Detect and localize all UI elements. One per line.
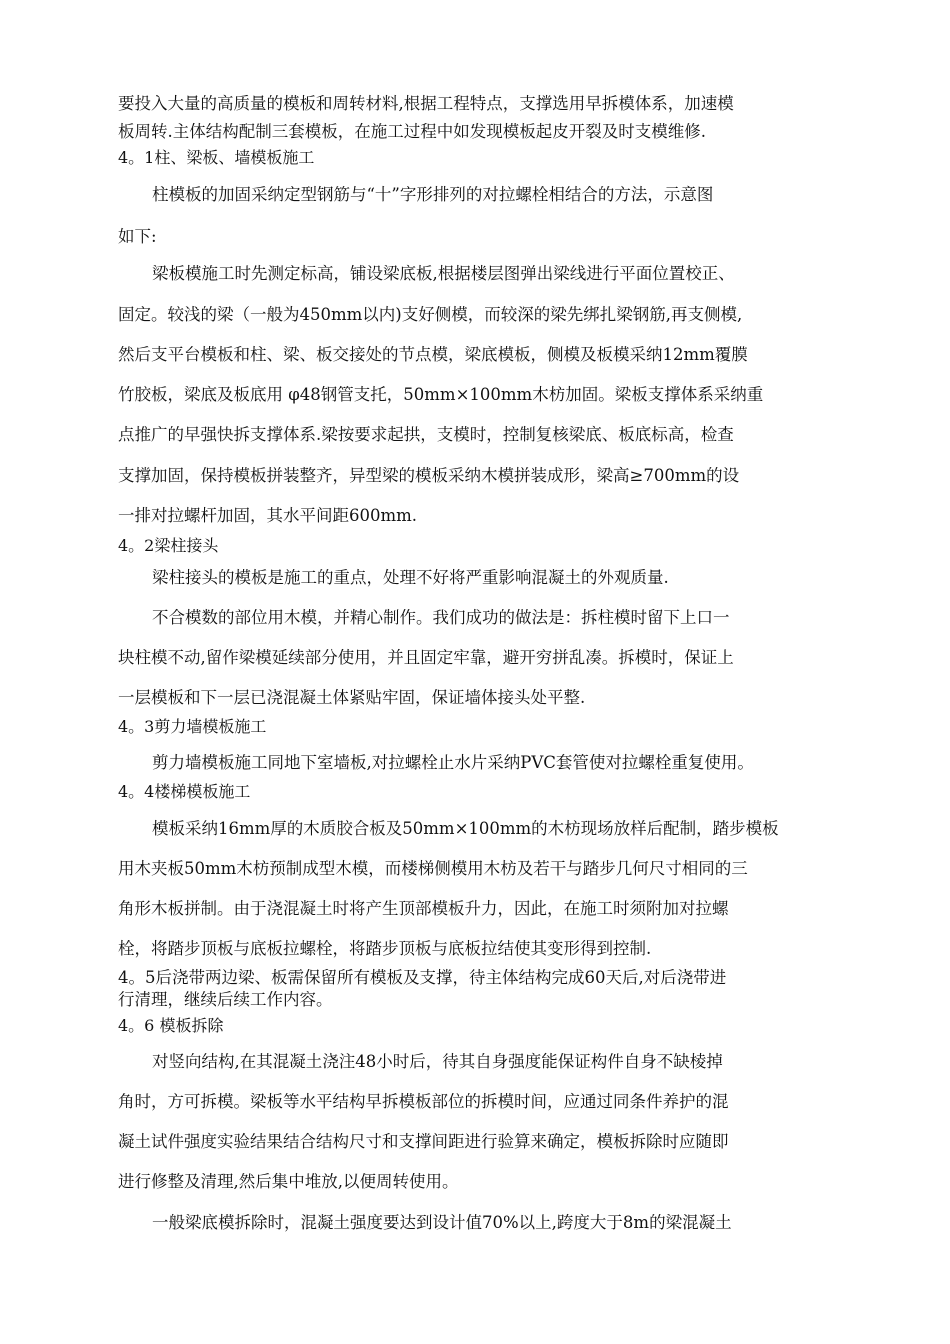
paragraph-line: 用木夹板50mm木枋预制成型木模，而楼梯侧模用木枋及若干与踏步几何尺寸相同的三: [118, 859, 748, 878]
paragraph-line: 梁柱接头的模板是施工的重点，处理不好将严重影响混凝土的外观质量.: [152, 568, 669, 587]
paragraph-line: 支撑加固，保持模板拼装整齐，异型梁的模板采纳木模拼装成形，梁高≥700mm的设: [118, 466, 740, 485]
paragraph-line: 凝土试件强度实验结果结合结构尺寸和支撑间距进行验算来确定，模板拆除时应随即: [118, 1132, 729, 1151]
paragraph-line: 一般梁底模拆除时，混凝土强度要达到设计值70%以上,跨度大于8m的梁混凝土: [152, 1213, 732, 1232]
paragraph-line: 行清理，继续后续工作内容。: [118, 990, 333, 1009]
paragraph-line: 剪力墙模板施工同地下室墙板,对拉螺栓止水片采纳PVC套管使对拉螺栓重复使用。: [152, 753, 754, 772]
section-heading: 4。3剪力墙模板施工: [118, 717, 267, 736]
paragraph-line: 对竖向结构,在其混凝土浇注48小时后，待其自身强度能保证构件自身不缺棱掉: [152, 1052, 723, 1071]
paragraph-line: 4。5后浇带两边梁、板需保留所有模板及支撑，待主体结构完成60天后,对后浇带进: [118, 968, 727, 987]
paragraph-line: 竹胶板，梁底及板底用 φ48钢管支托，50mm×100mm木枋加固。梁板支撑体系采纳重: [118, 385, 764, 404]
paragraph-line: 角时，方可拆模。梁板等水平结构早拆模板部位的拆模时间，应通过同条件养护的混: [118, 1092, 729, 1111]
paragraph-line: 点推广的早强快拆支撑体系.梁按要求起拱，支模时，控制复核梁底、板底标高，检查: [118, 425, 734, 444]
paragraph-line: 栓，将踏步顶板与底板拉螺栓，将踏步顶板与底板拉结使其变形得到控制.: [118, 939, 652, 958]
section-heading: 4。1柱、梁板、墙模板施工: [118, 148, 315, 167]
paragraph-line: 不合模数的部位用木模，并精心制作。我们成功的做法是：拆柱模时留下上口一: [152, 608, 730, 627]
paragraph-line: 然后支平台模板和柱、梁、板交接处的节点模，梁底模板，侧模及板模采纳12mm覆膜: [118, 345, 748, 364]
section-heading: 4。4楼梯模板施工: [118, 782, 251, 801]
paragraph-line: 固定。较浅的梁（一般为450mm以内)支好侧模，而较深的梁先绑扎梁钢筋,再支侧模,: [118, 305, 743, 324]
paragraph-line: 一层模板和下一层已浇混凝土体紧贴牢固，保证墙体接头处平整.: [118, 688, 586, 707]
section-heading: 4。2梁柱接头: [118, 536, 219, 555]
paragraph-line: 进行修整及清理,然后集中堆放,以便周转使用。: [118, 1172, 459, 1191]
paragraph-line: 角形木板拼制。由于浇混凝土时将产生顶部模板升力，因此，在施工时须附加对拉螺: [118, 899, 729, 918]
section-heading: 4。6 模板拆除: [118, 1016, 224, 1035]
paragraph-line: 块柱模不动,留作梁模延续部分使用，并且固定牢靠，避开穷拼乱凑。拆模时，保证上: [118, 648, 734, 667]
paragraph-line: 梁板模施工时先测定标高，铺设梁底板,根据楼层图弹出梁线进行平面位置校正、: [152, 264, 735, 283]
paragraph-line: 一排对拉螺杆加固，其水平间距600mm.: [118, 506, 418, 525]
paragraph-line: 柱模板的加固采纳定型钢筋与“十”字形排列的对拉螺栓相结合的方法，示意图: [152, 185, 714, 204]
paragraph-line: 板周转.主体结构配制三套模板，在施工过程中如发现模板起皮开裂及时支模维修.: [118, 122, 706, 141]
paragraph-line: 模板采纳16mm厚的木质胶合板及50mm×100mm的木枋现场放样后配制，踏步模板: [152, 819, 779, 838]
paragraph-line: 如下:: [118, 227, 157, 246]
paragraph-line: 要投入大量的高质量的模板和周转材料,根据工程特点，支撑选用早拆模体系，加速模: [118, 94, 734, 113]
